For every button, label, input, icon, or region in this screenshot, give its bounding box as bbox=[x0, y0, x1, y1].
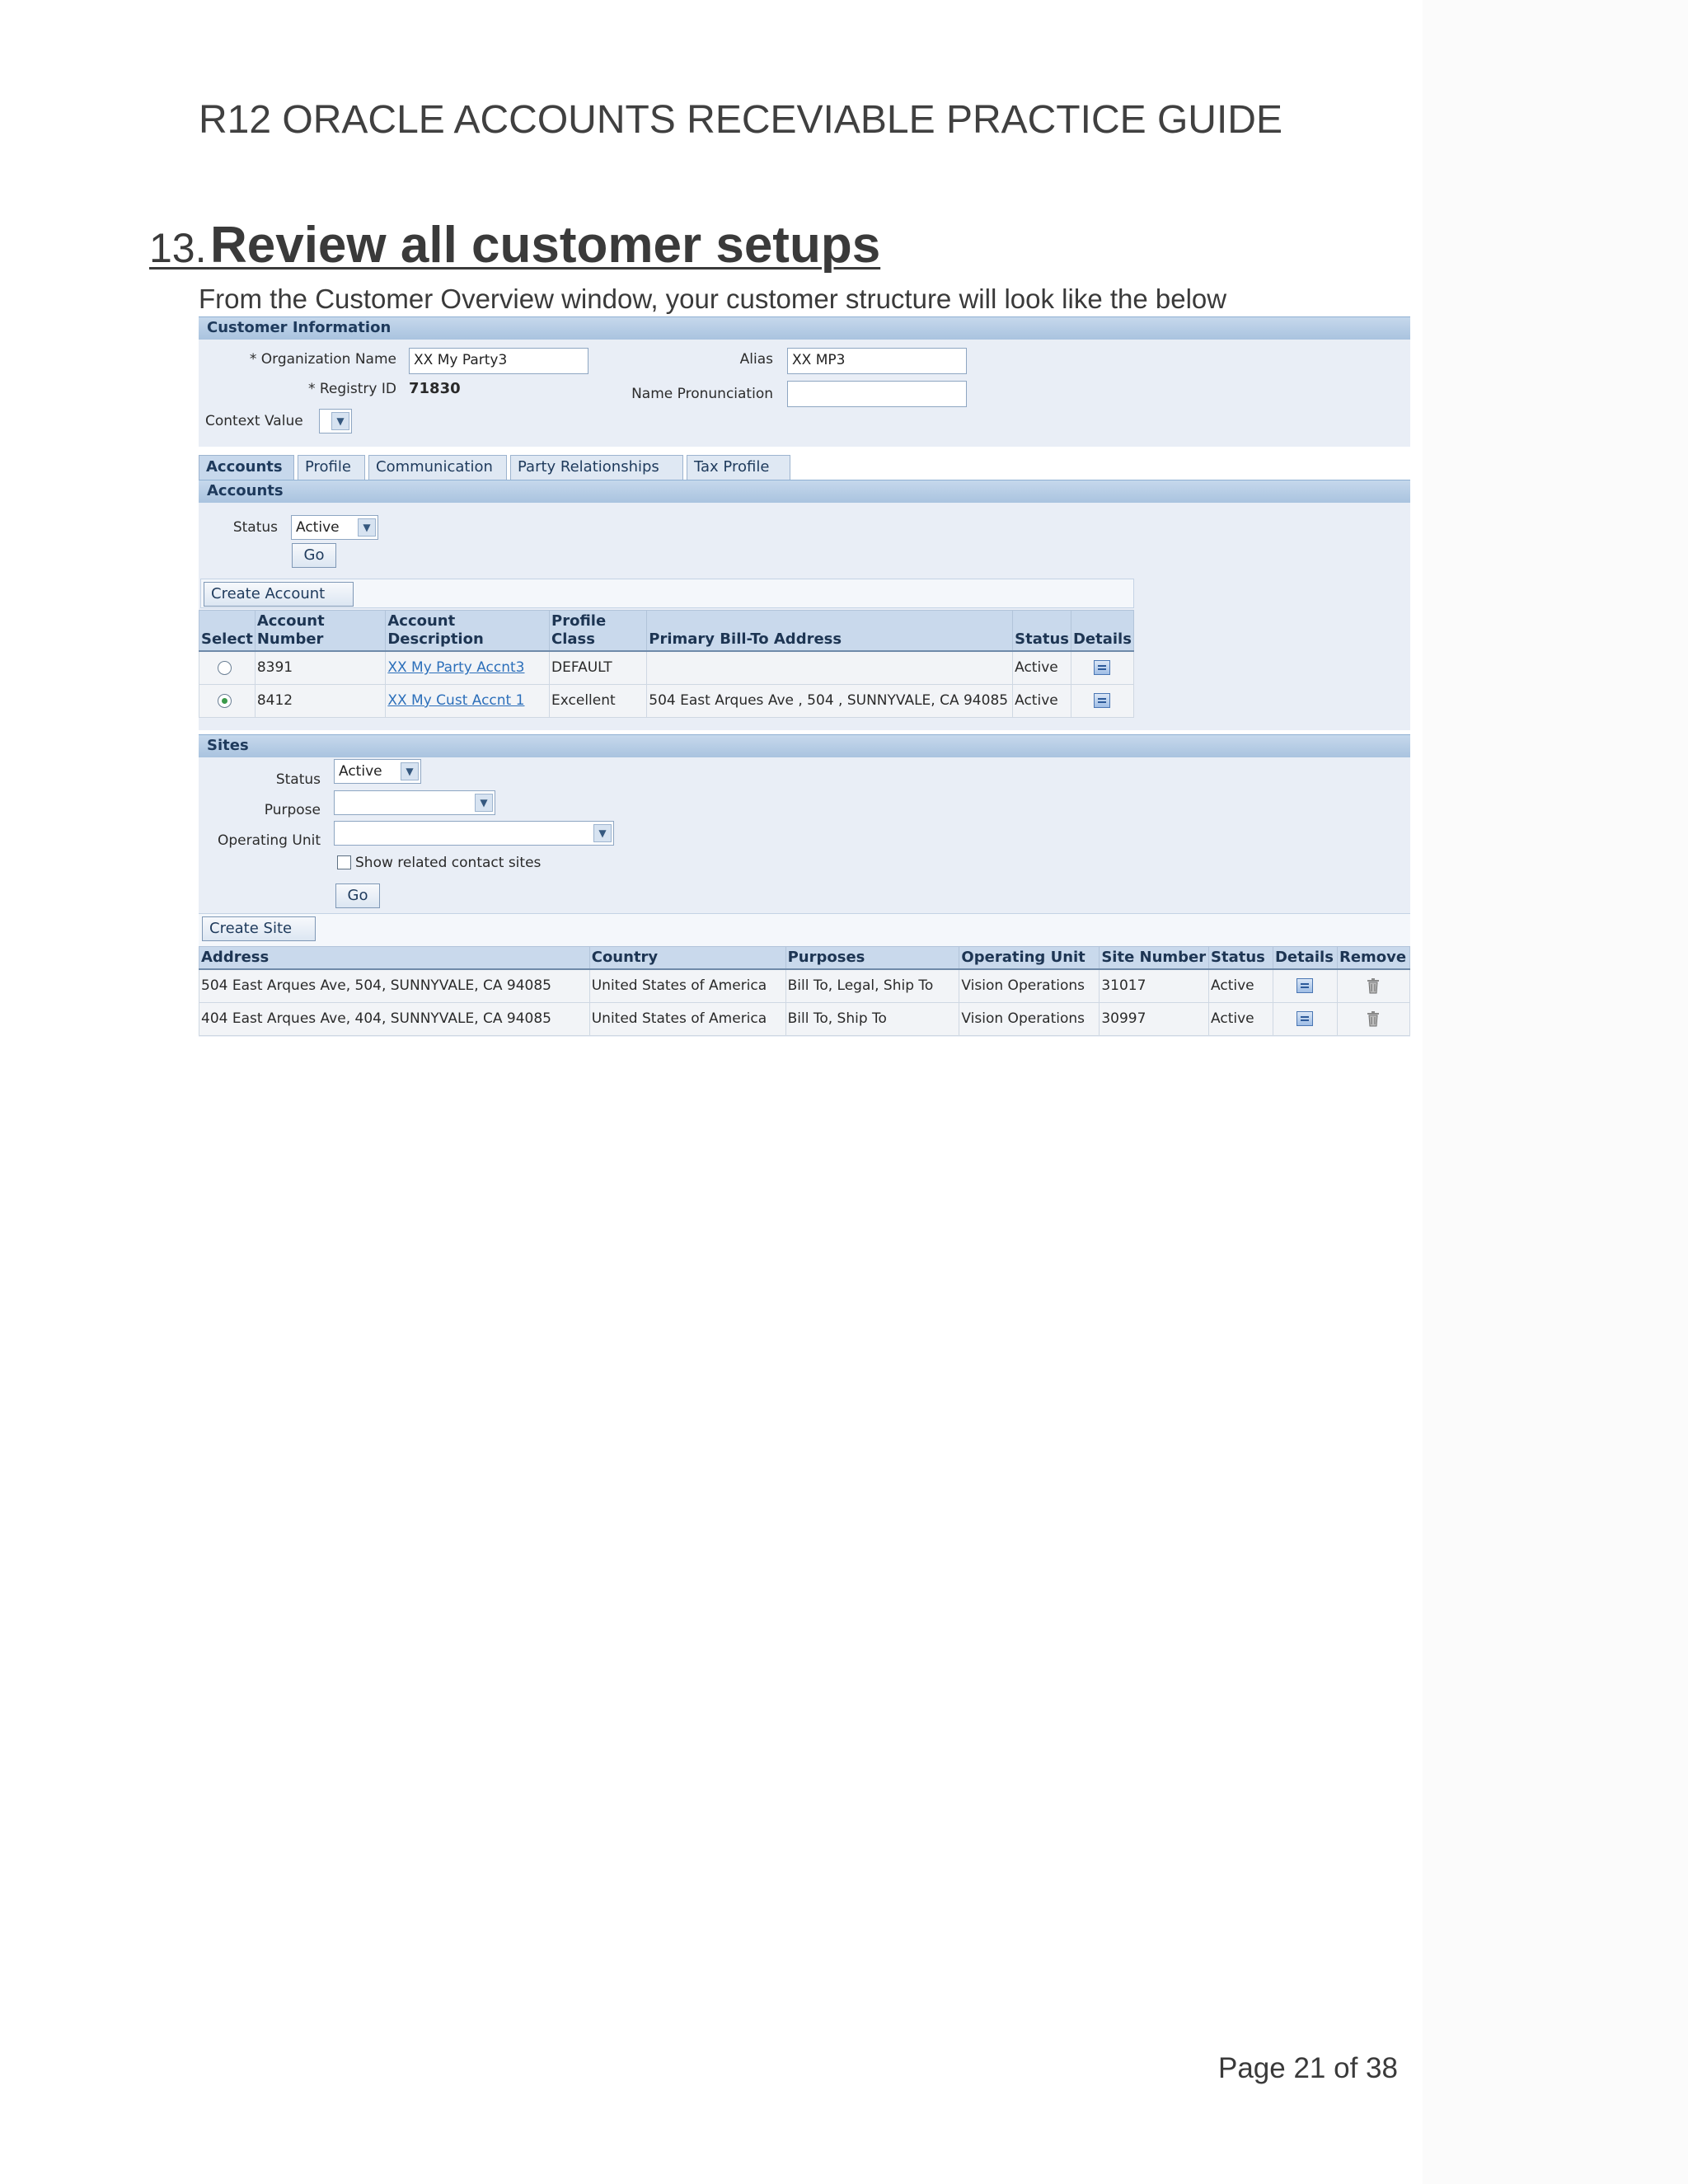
sites-go-button[interactable]: Go bbox=[335, 883, 380, 908]
col-profile-class: Profile Class bbox=[550, 611, 647, 652]
registry-id-value: 71830 bbox=[409, 380, 461, 397]
chevron-down-icon: ▼ bbox=[331, 412, 349, 430]
alias-label: Alias bbox=[739, 351, 773, 368]
details-icon[interactable] bbox=[1296, 978, 1313, 993]
table-row bbox=[199, 651, 1134, 684]
col-primary-bill-to: Primary Bill-To Address bbox=[647, 611, 1013, 652]
profile-class: DEFAULT bbox=[550, 651, 647, 684]
row-select-radio[interactable] bbox=[218, 694, 232, 708]
site-purposes: Bill To, Legal, Ship To bbox=[785, 969, 959, 1002]
document-header: R12 ORACLE ACCOUNTS RECEVIABLE PRACTICE GUIDE bbox=[199, 98, 1282, 142]
profile-class: Excellent bbox=[550, 684, 647, 717]
details-icon[interactable] bbox=[1094, 693, 1110, 708]
site-status: Active bbox=[1209, 969, 1273, 1002]
customer-overview-screenshot bbox=[199, 316, 1410, 1037]
purpose-label: Purpose bbox=[264, 802, 321, 818]
col-remove: Remove bbox=[1337, 947, 1409, 970]
trash-icon[interactable] bbox=[1367, 1010, 1380, 1027]
col-details: Details bbox=[1071, 611, 1133, 652]
col-account-description: Account Description bbox=[386, 611, 550, 652]
operating-unit-select[interactable] bbox=[334, 821, 614, 846]
details-cell bbox=[1071, 684, 1133, 717]
site-status: Active bbox=[1209, 1002, 1273, 1035]
name-pronunciation-label: Name Pronunciation bbox=[631, 386, 773, 402]
tab-profile[interactable]: Profile bbox=[298, 455, 365, 480]
row-select-radio[interactable] bbox=[218, 661, 232, 675]
account-status: Active bbox=[1013, 651, 1071, 684]
sites-table-toolbar bbox=[199, 913, 1410, 946]
site-country: United States of America bbox=[589, 969, 785, 1002]
details-icon[interactable] bbox=[1094, 660, 1110, 675]
account-number: 8412 bbox=[255, 684, 386, 717]
create-account-button[interactable]: Create Account bbox=[204, 582, 354, 607]
col-site-details: Details bbox=[1273, 947, 1337, 970]
site-address: 504 East Arques Ave, 504, SUNNYVALE, CA 94085 bbox=[199, 969, 590, 1002]
accounts-go-button[interactable]: Go bbox=[292, 543, 336, 568]
site-details-cell bbox=[1273, 1002, 1337, 1035]
col-account-number: Account Number bbox=[255, 611, 386, 652]
account-status: Active bbox=[1013, 684, 1071, 717]
site-number: 30997 bbox=[1100, 1002, 1209, 1035]
account-description bbox=[386, 684, 550, 717]
section-title: Review all customer setups bbox=[209, 217, 881, 274]
accounts-header: Accounts bbox=[199, 480, 1410, 503]
col-country: Country bbox=[589, 947, 785, 970]
col-operating-unit: Operating Unit bbox=[959, 947, 1100, 970]
sites-header: Sites bbox=[199, 734, 1410, 757]
account-number: 8391 bbox=[255, 651, 386, 684]
table-row bbox=[199, 1002, 1410, 1035]
chevron-down-icon: ▼ bbox=[475, 794, 493, 812]
accounts-table bbox=[199, 610, 1134, 718]
col-site-number: Site Number bbox=[1100, 947, 1209, 970]
col-purposes: Purposes bbox=[785, 947, 959, 970]
sites-status-label: Status bbox=[275, 771, 321, 788]
customer-info-header: Customer Information bbox=[199, 316, 1410, 340]
accounts-status-value: Active bbox=[296, 519, 340, 536]
operating-unit-label: Operating Unit bbox=[217, 832, 321, 849]
bill-to-address bbox=[647, 651, 1013, 684]
select-cell bbox=[199, 684, 256, 717]
site-purposes: Bill To, Ship To bbox=[785, 1002, 959, 1035]
create-site-button[interactable]: Create Site bbox=[202, 916, 316, 941]
site-operating-unit: Vision Operations bbox=[959, 1002, 1100, 1035]
org-name-label: * Organization Name bbox=[249, 351, 396, 368]
site-country: United States of America bbox=[589, 1002, 785, 1035]
tab-communication[interactable]: Communication bbox=[368, 455, 507, 480]
intro-text: From the Customer Overview window, your customer structure will look like the below bbox=[199, 284, 1227, 314]
account-description-link[interactable]: XX My Party Accnt3 bbox=[387, 659, 525, 677]
chevron-down-icon: ▼ bbox=[358, 518, 376, 537]
section-number: 13. bbox=[149, 225, 207, 271]
site-operating-unit: Vision Operations bbox=[959, 969, 1100, 1002]
section-heading bbox=[149, 216, 880, 274]
show-related-label: Show related contact sites bbox=[355, 855, 542, 871]
table-row bbox=[199, 969, 1410, 1002]
page-number: Page 21 of 38 bbox=[1218, 2052, 1398, 2084]
site-remove-cell bbox=[1337, 1002, 1409, 1035]
sites-table bbox=[199, 946, 1410, 1036]
account-description-link[interactable]: XX My Cust Accnt 1 bbox=[387, 692, 525, 709]
accounts-status-select[interactable] bbox=[291, 515, 378, 540]
sites-status-select[interactable] bbox=[334, 759, 421, 784]
bill-to-address: 504 East Arques Ave , 504 , SUNNYVALE, CA 94085 bbox=[647, 684, 1013, 717]
show-related-checkbox[interactable] bbox=[337, 855, 351, 869]
details-cell bbox=[1071, 651, 1133, 684]
sites-status-value: Active bbox=[339, 763, 382, 780]
site-details-cell bbox=[1273, 969, 1337, 1002]
tab-tax-profile[interactable]: Tax Profile bbox=[687, 455, 790, 480]
select-cell bbox=[199, 651, 256, 684]
context-value-select[interactable] bbox=[319, 409, 352, 434]
trash-icon[interactable] bbox=[1367, 977, 1380, 994]
site-remove-cell bbox=[1337, 969, 1409, 1002]
col-status: Status bbox=[1013, 611, 1071, 652]
name-pronunciation-input[interactable] bbox=[787, 381, 967, 407]
chevron-down-icon: ▼ bbox=[401, 762, 419, 780]
registry-id-label: * Registry ID bbox=[307, 381, 396, 397]
table-row bbox=[199, 684, 1134, 717]
col-address: Address bbox=[199, 947, 590, 970]
account-description bbox=[386, 651, 550, 684]
col-site-status: Status bbox=[1209, 947, 1273, 970]
details-icon[interactable] bbox=[1296, 1011, 1313, 1026]
org-name-input[interactable]: XX My Party3 bbox=[409, 348, 588, 374]
chevron-down-icon: ▼ bbox=[593, 824, 612, 842]
tab-accounts[interactable]: Accounts bbox=[199, 455, 294, 480]
purpose-select[interactable] bbox=[334, 790, 495, 815]
accounts-status-label: Status bbox=[232, 519, 278, 536]
context-value-label: Context Value bbox=[205, 413, 303, 429]
site-number: 31017 bbox=[1100, 969, 1209, 1002]
tab-party-relationships[interactable]: Party Relationships bbox=[510, 455, 683, 480]
page-margin bbox=[1423, 0, 1688, 2184]
col-select: Select bbox=[199, 611, 256, 652]
site-address: 404 East Arques Ave, 404, SUNNYVALE, CA 94085 bbox=[199, 1002, 590, 1035]
alias-input[interactable]: XX MP3 bbox=[787, 348, 967, 374]
